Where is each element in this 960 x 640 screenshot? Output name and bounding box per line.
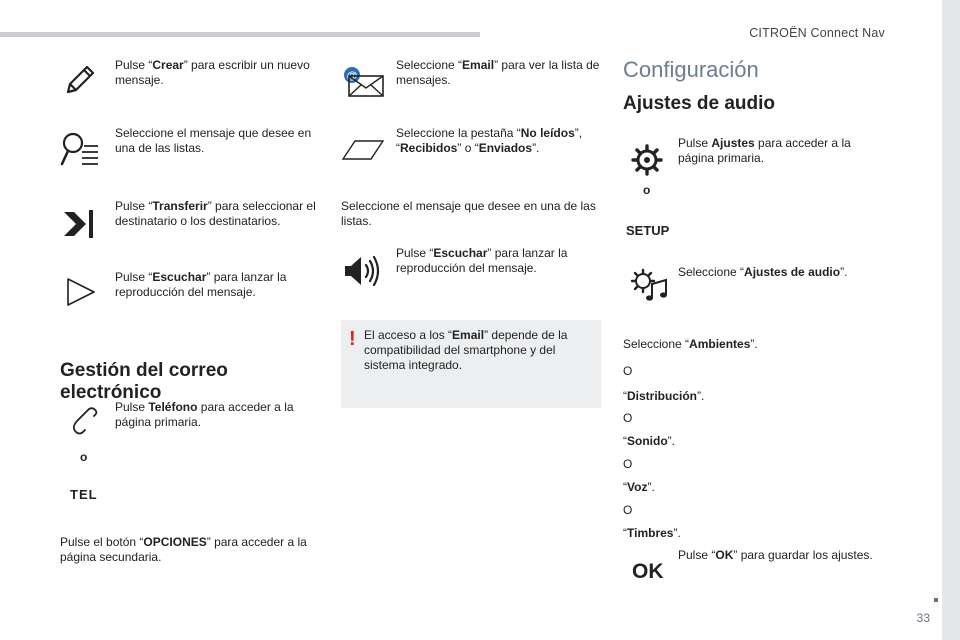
- speaker-icon: [343, 254, 383, 288]
- gear-icon: [630, 143, 664, 177]
- gear-music-icon: [630, 268, 670, 304]
- play-icon: [64, 275, 98, 309]
- distribucion-option: “Distribución”.: [623, 389, 705, 403]
- forward-icon: [62, 206, 96, 242]
- or-option-4: O: [623, 503, 633, 517]
- note-text: El acceso a los “Email” depende de la compatibilidad del smartphone y del sistema integrado.: [364, 328, 568, 372]
- page-side-tab: [942, 0, 960, 640]
- voz-option: “Voz”.: [623, 480, 655, 494]
- ok-button-label: OK: [632, 560, 664, 583]
- page-dot: [934, 598, 938, 602]
- tabs-instruction: Seleccione la pestaña “No leídos”, “Recibidos” o “Enviados”.: [396, 126, 583, 155]
- tel-button-label: TEL: [70, 487, 98, 502]
- phone-icon: [70, 406, 100, 438]
- or-option-2: O: [623, 411, 633, 425]
- or-option-3: O: [623, 457, 633, 471]
- select-message-list: Seleccione el mensaje que desee en una de las listas.: [341, 199, 596, 228]
- timbres-option: “Timbres”.: [623, 526, 681, 540]
- forward-instruction: Pulse “Transferir” para seleccionar el destinatario o los destinatarios.: [115, 199, 316, 228]
- listen-instruction: Pulse “Escuchar” para lanzar la reproducción del mensaje.: [115, 270, 287, 299]
- page-number: 33: [916, 611, 930, 625]
- listen-instruction-mid: Pulse “Escuchar” para lanzar la reproducción del mensaje.: [396, 246, 568, 275]
- brand-header: CITROËN Connect Nav: [749, 26, 885, 40]
- warning-icon: !: [349, 328, 356, 350]
- tabs-icon: [341, 138, 387, 162]
- options-instruction: Pulse el botón “OPCIONES” para acceder a la página secundaria.: [60, 535, 307, 564]
- pencil-icon: [62, 62, 96, 98]
- or-label-right: o: [643, 183, 651, 197]
- or-option-1: O: [623, 364, 633, 378]
- ok-instruction: Pulse “OK” para guardar los ajustes.: [678, 548, 873, 562]
- or-label: o: [80, 450, 88, 464]
- section-title-email: Gestión del correo electrónico: [60, 360, 228, 403]
- ajustes-instruction: Pulse Ajustes para acceder a la página primaria.: [678, 136, 851, 165]
- section-title-audio: Ajustes de audio: [623, 93, 776, 114]
- setup-button-label: SETUP: [626, 223, 670, 238]
- search-list-icon: [58, 130, 102, 170]
- select-message-instruction: Seleccione el mensaje que desee en una de las listas.: [115, 126, 312, 155]
- audio-settings-instruction: Seleccione “Ajustes de audio”.: [678, 265, 848, 279]
- email-instruction: Seleccione “Email” para ver la lista de mensajes.: [396, 58, 600, 87]
- create-instruction: Pulse “Crear” para escribir un nuevo mensaje.: [115, 58, 310, 87]
- ambientes-instruction: Seleccione “Ambientes”.: [623, 337, 758, 351]
- top-rule: [0, 32, 480, 37]
- sonido-option: “Sonido”.: [623, 434, 676, 448]
- page-title: Configuración: [623, 57, 759, 82]
- svg-text:@: @: [346, 70, 358, 82]
- email-icon: [341, 62, 385, 98]
- phone-instruction: Pulse Teléfono para acceder a la página primaria.: [115, 400, 294, 429]
